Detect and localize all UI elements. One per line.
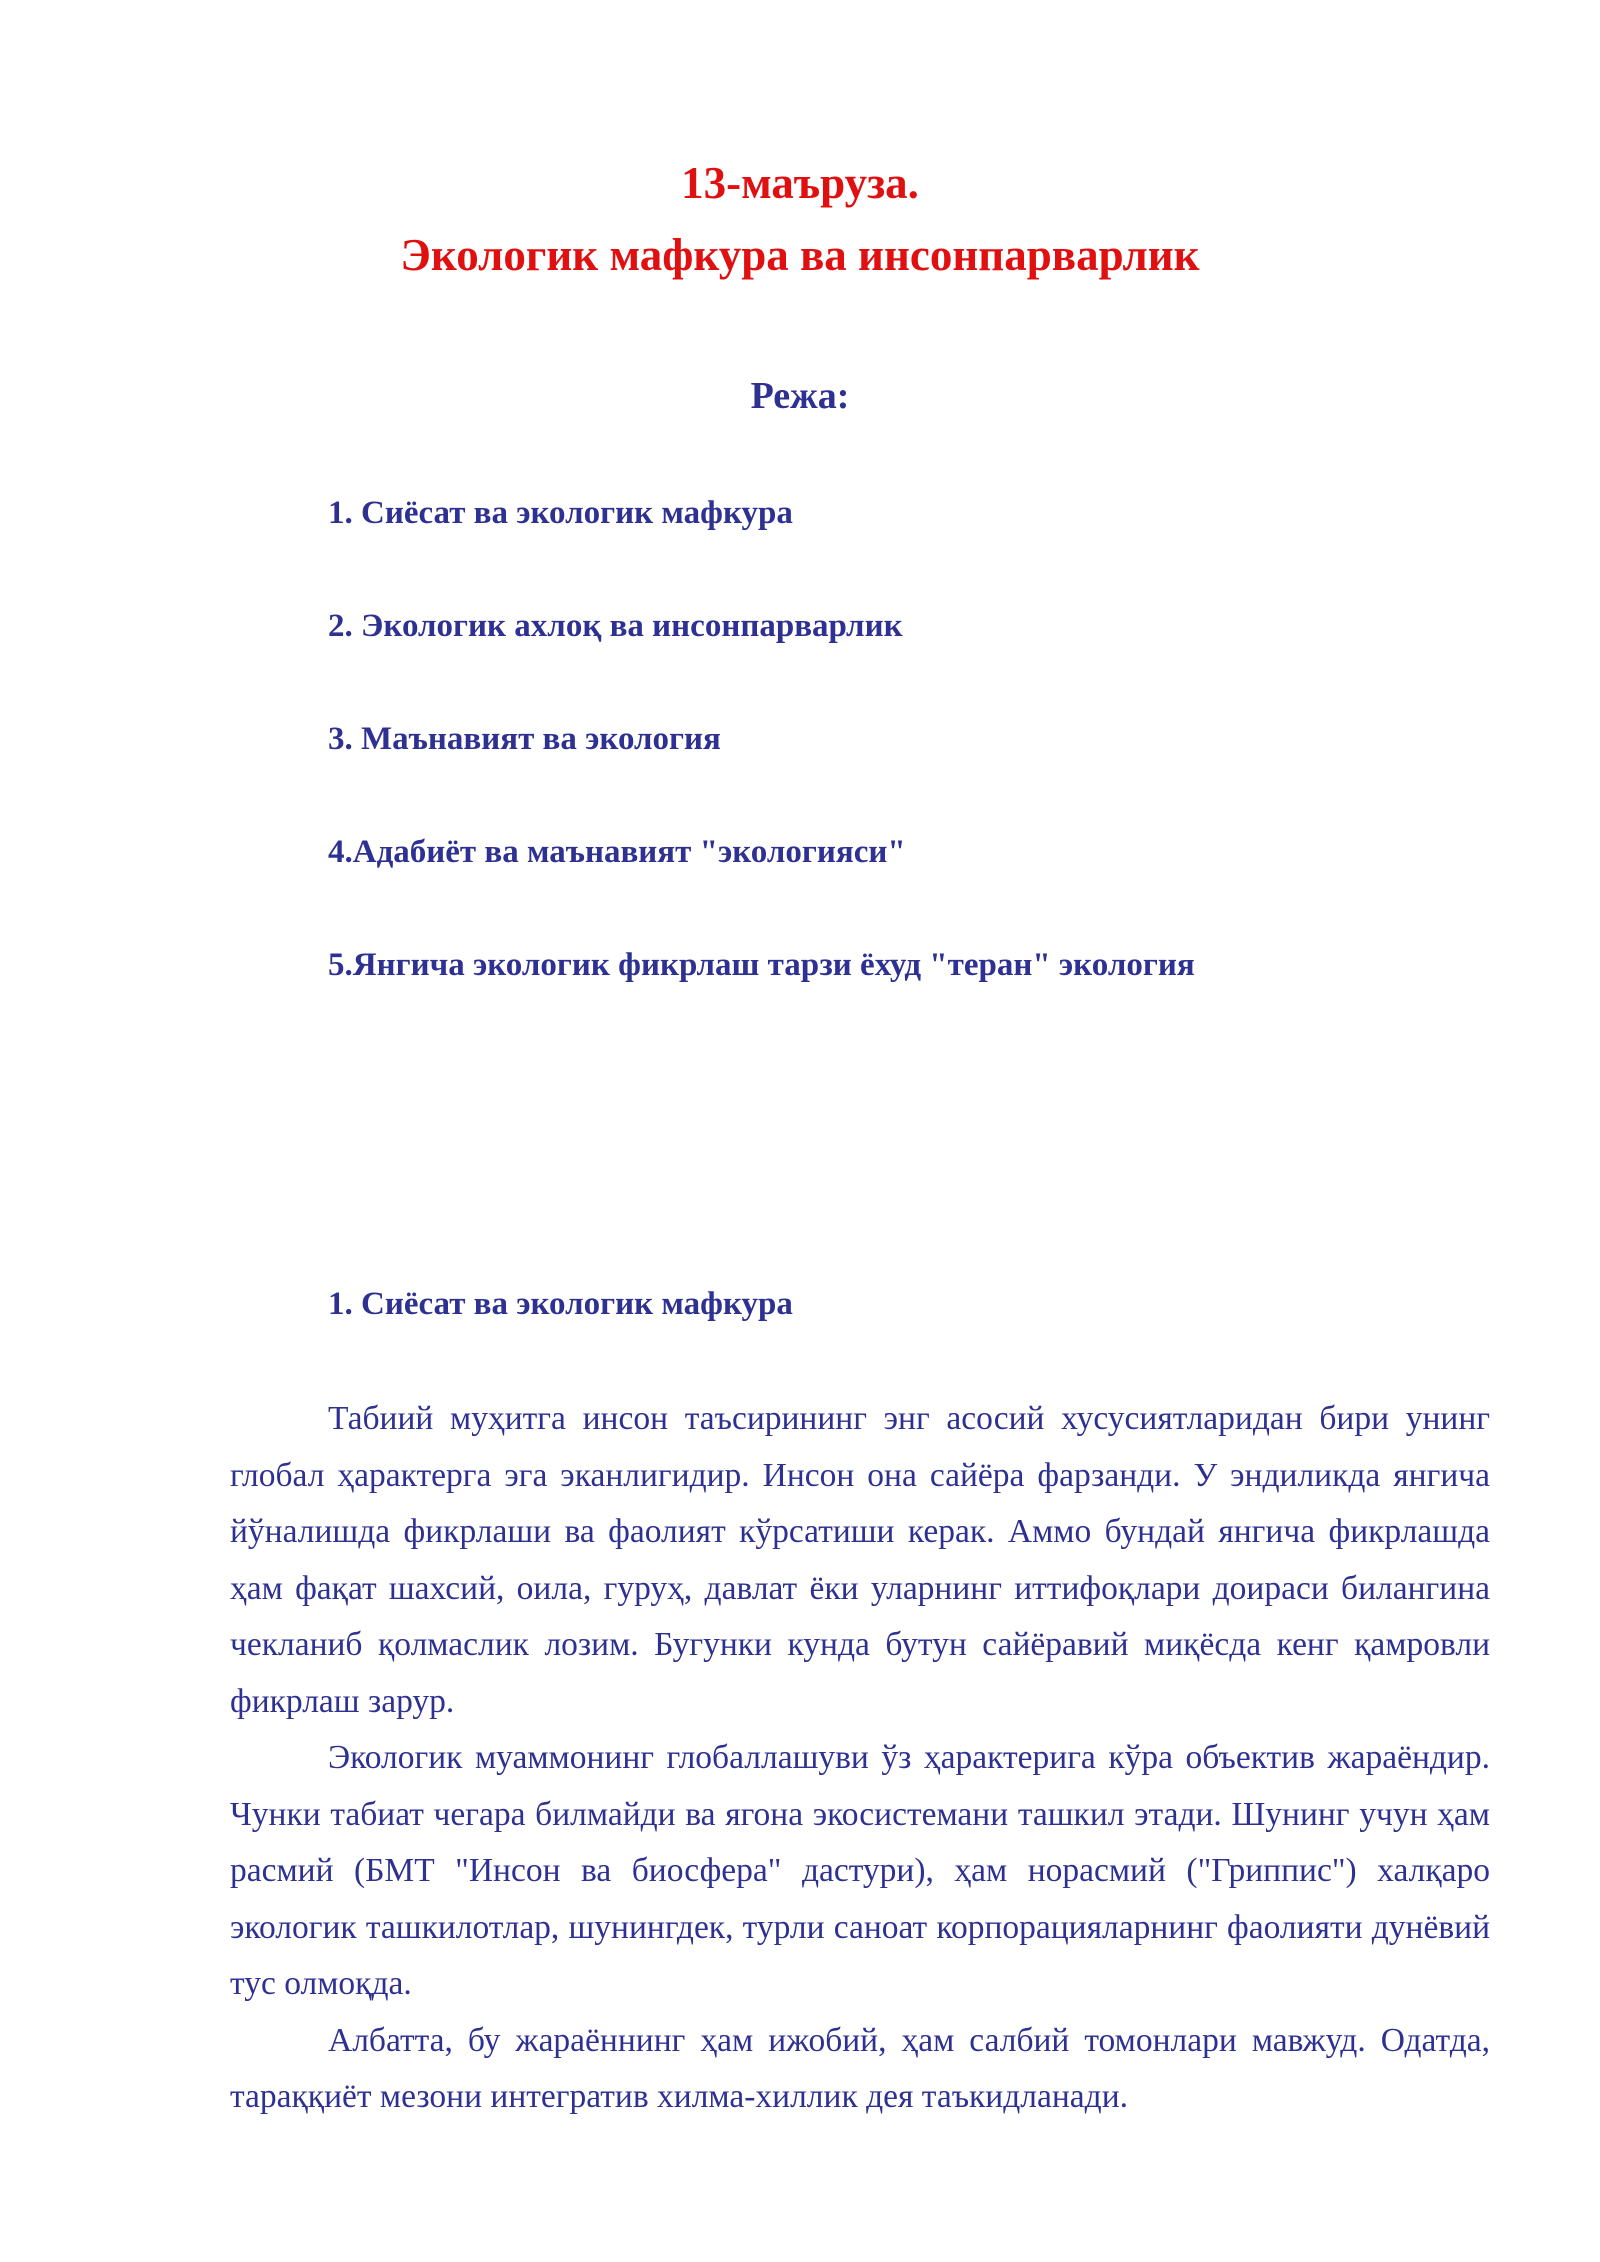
lecture-topic-title: Экологик мафкура ва инсонпарварлик [400,230,1200,280]
lecture-number-title: 13-маъруза. [681,158,919,208]
plan-item-4: 4.Адабиёт ва маънавият "экологияси" [328,834,906,870]
paragraph-1: Табиий муҳитга инсон таъсирининг энг асосий хусусиятларидан бири унинг глобал ҳарактерга эга эканлигидир. Инсон она сайёра фарзанди. У эндиликда янгича йўналишда фикрлаши ва фаолият кўрсатиши керак. Аммо бундай янгича фикрлашда ҳам фақат шахсий, оила, гуруҳ, давлат ёки уларнинг иттифоқлари доираси билангина чекланиб қолмаслик лозим. Бугунки кунда бутун сайёравий миқёсда кенг қамровли фикрлаш зарур. [230,1400,1490,1720]
plan-item-3: 3. Маънавият ва экология [328,721,721,757]
plan-item-2: 2. Экологик ахлоқ ва инсонпарварлик [328,608,903,644]
plan-item-5: 5.Янгича экологик фикрлаш тарзи ёхуд "теран" экология [328,947,1195,983]
paragraph-2: Экологик муаммонинг глобаллашуви ўз ҳарактерига кўра объектив жараёндир. Чунки табиат чегара билмайди ва ягона экосистемани ташкил этади. Шунинг учун ҳам расмий (БМТ "Инсон ва биосфера" дастури), ҳам норасмий ("Гриппис") халқаро экологик ташкилотлар, шунингдек, турли саноат корпорацияларнинг фаолияти дунёвий тус олмоқда. [230,1739,1490,2002]
section-heading: 1. Сиёсат ва экологик мафкура [328,1286,793,1322]
plan-heading: Режа: [750,375,850,417]
body-text [230,1391,1490,2126]
paragraph-3: Албатта, бу жараённинг ҳам ижобий, ҳам салбий томонлари мавжуд. Одатда, тараққиёт мезони интегратив хилма-хиллик дея таъкидланади. [230,2021,1490,2115]
plan-item-1: 1. Сиёсат ва экологик мафкура [328,495,793,531]
